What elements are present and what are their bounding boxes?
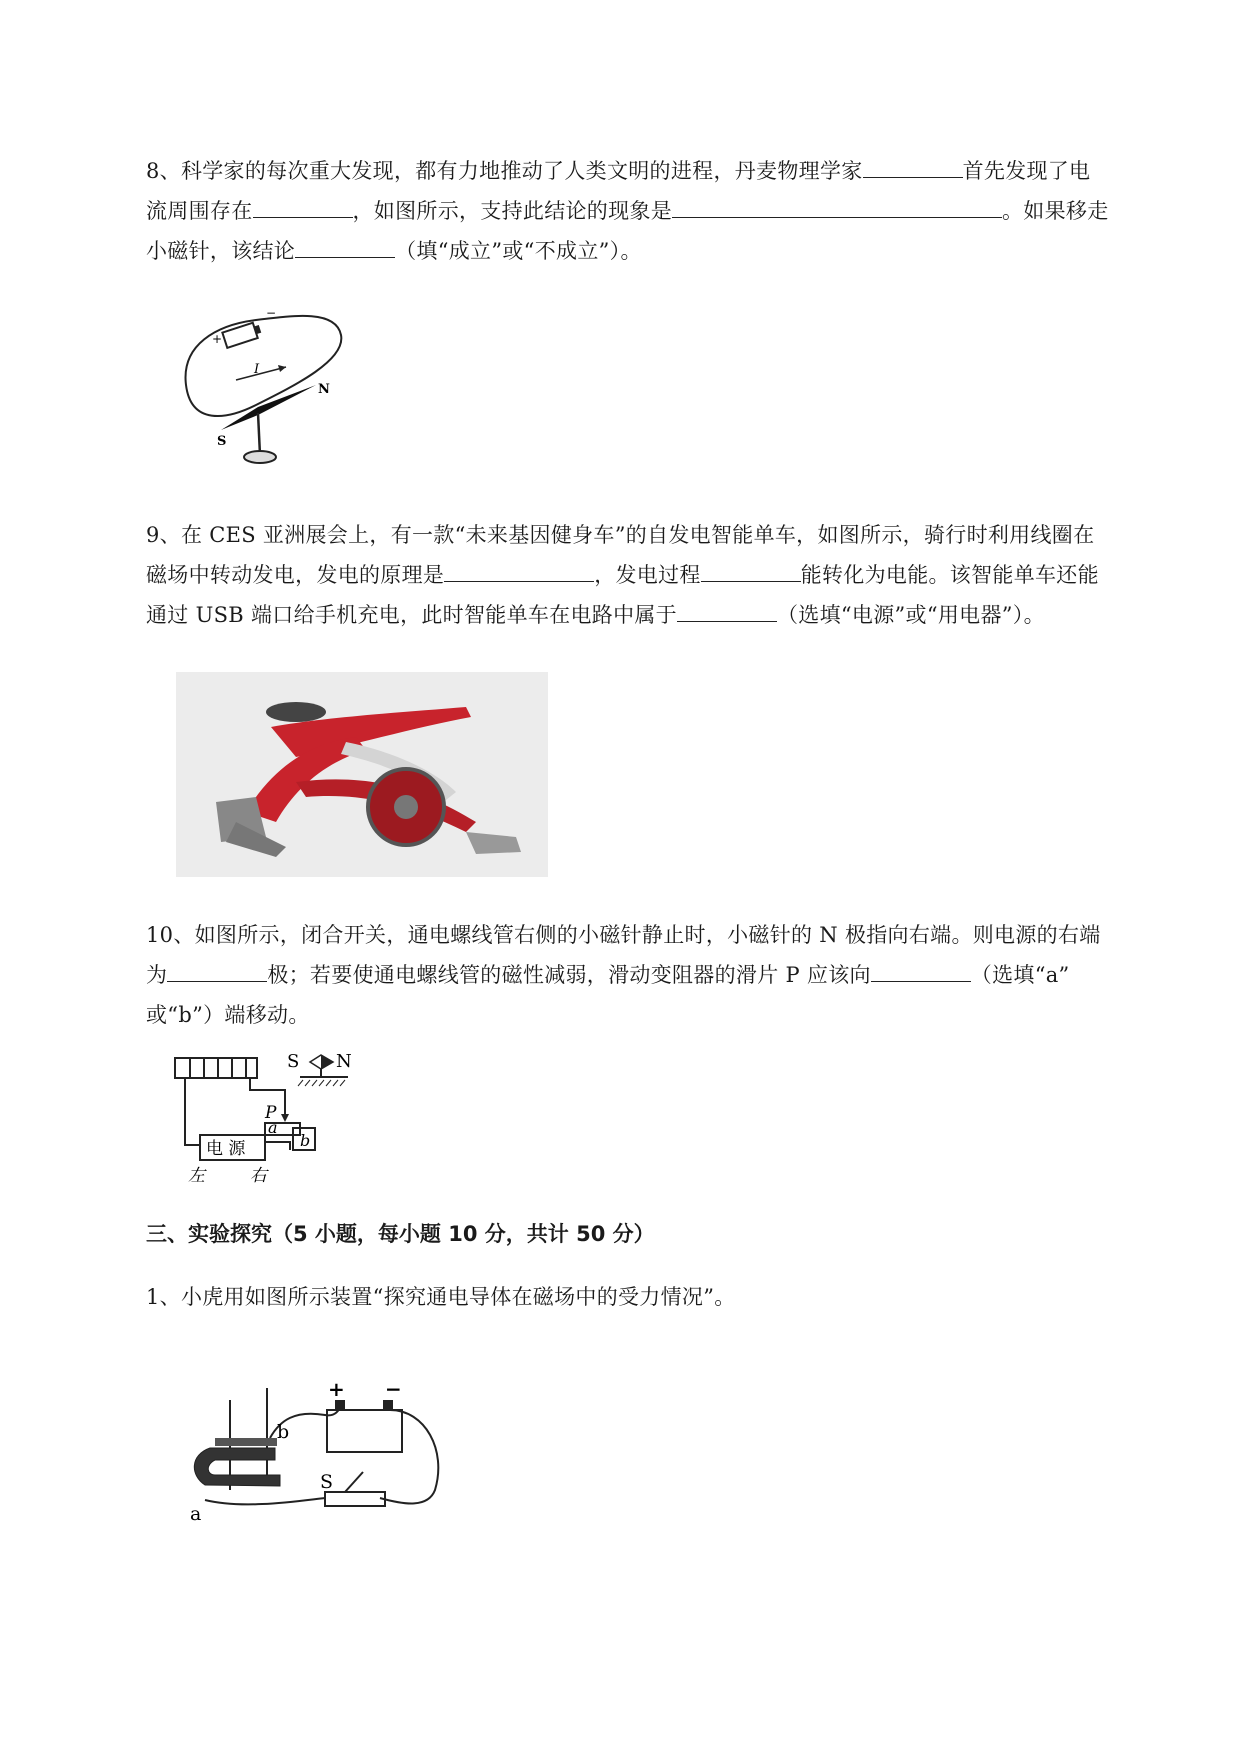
exp1-battery-negative-terminal <box>383 1400 393 1410</box>
q10-wire-left <box>185 1078 200 1145</box>
exp1-apparatus-figure <box>185 1380 455 1535</box>
q8-south-label: S <box>217 434 227 449</box>
q9-line-3: 通过 USB 端口给手机充电，此时智能单车在电路中属于 （选填“电源”或“用电器”）。 <box>146 595 1146 635</box>
exp1-b-label: b <box>277 1421 290 1443</box>
q8-north-label: N <box>318 382 330 397</box>
q8-minus-label: − <box>266 306 277 320</box>
question-9 <box>146 515 1146 635</box>
q10-a-label: a <box>268 1118 278 1137</box>
q10-solenoid-coils <box>190 1058 246 1078</box>
q8-oersted-figure <box>176 305 361 480</box>
q10-left-label: 左 <box>188 1166 205 1185</box>
q10-line-2: 为 极；若要使通电螺线管的磁性减弱，滑动变阻器的滑片 P 应该向 （选填“a” <box>146 955 1146 995</box>
q9-line-2: 磁场中转动发电，发电的原理是 ，发电过程 能转化为电能。该智能单车还能 <box>146 555 1146 595</box>
question-10 <box>146 915 1146 1035</box>
exp1-s-label: S <box>320 1471 334 1493</box>
q8-blank-1[interactable] <box>863 155 963 178</box>
q9-blank-2[interactable] <box>701 559 801 582</box>
q8-plus-label: + <box>212 332 223 346</box>
q9-flywheel-hub <box>394 795 418 819</box>
q10-slider-arrow <box>281 1114 289 1122</box>
exp1-wire-to-switch <box>205 1498 325 1504</box>
q9-bike-seat <box>266 702 326 722</box>
exp1-battery <box>327 1410 402 1452</box>
q10-ground-hatch <box>298 1080 345 1086</box>
exp1-wire-battery-to-switch <box>380 1410 438 1503</box>
q8-blank-3[interactable] <box>672 195 1002 218</box>
exp1-switch-lever <box>345 1472 363 1492</box>
section-3-title: 三、实验探究（5 小题，每小题 10 分，共计 50 分） <box>146 1222 655 1246</box>
exp1-switch-base <box>325 1492 385 1506</box>
exp1-minus-label: − <box>385 1380 402 1401</box>
q8-line-3: 小磁针，该结论 （填“成立”或“不成立”）。 <box>146 231 1146 271</box>
q10-solenoid <box>175 1058 257 1078</box>
q8-current-arrowhead <box>278 365 286 372</box>
q8-blank-4[interactable] <box>295 235 395 258</box>
q10-power-label: 电 源 <box>206 1139 246 1159</box>
q10-s-label: S <box>287 1051 300 1072</box>
q8-blank-2[interactable] <box>253 195 353 218</box>
q8-stand-base <box>244 451 276 463</box>
q10-n-label: N <box>336 1051 352 1072</box>
exp1-battery-positive-terminal <box>335 1400 345 1410</box>
q9-line-1: 9、在 CES 亚洲展会上，有一款“未来基因健身车”的自发电智能单车，如图所示，骑行时利用线圈在 <box>146 523 1095 547</box>
q8-current-arrow <box>236 367 286 380</box>
q10-wire-right <box>265 1142 290 1150</box>
q9-blank-1[interactable] <box>444 559 594 582</box>
q10-compass-north-half <box>321 1055 333 1069</box>
q9-blank-3[interactable] <box>677 599 777 622</box>
exp1-plus-label: + <box>328 1380 345 1401</box>
q10-right-label: 右 <box>250 1166 267 1185</box>
q8-needle-stand <box>258 413 260 455</box>
q10-circuit-figure <box>170 1050 365 1185</box>
q10-line-3: 或“b”）端移动。 <box>146 1003 310 1027</box>
q8-current-label: I <box>254 362 260 377</box>
q10-b-label: b <box>300 1131 311 1150</box>
exp1-a-label: a <box>190 1503 202 1525</box>
experiment-1: 1、小虎用如图所示装置“探究通电导体在磁场中的受力情况”。 <box>146 1285 736 1309</box>
q8-line-2: 流周围存在 ，如图所示，支持此结论的现象是 。如果移走 <box>146 191 1146 231</box>
q9-smart-bike-photo <box>176 672 548 877</box>
q8-line-1: 8、科学家的每次重大发现，都有力地推动了人类文明的进程，丹麦物理学家 首先发现了电 <box>146 151 1146 191</box>
q10-line-1: 10、如图所示，闭合开关，通电螺线管右侧的小磁针静止时，小磁针的 N 极指向右端。则电源的右端 <box>146 923 1101 947</box>
q8-compass-needle <box>221 385 316 430</box>
question-8 <box>146 151 1146 271</box>
q10-p-label: P <box>265 1103 277 1123</box>
q10-blank-2[interactable] <box>871 959 971 982</box>
q8-wire-loop <box>186 316 342 416</box>
exp1-conductor-rod <box>215 1438 277 1446</box>
q10-blank-1[interactable] <box>167 959 267 982</box>
